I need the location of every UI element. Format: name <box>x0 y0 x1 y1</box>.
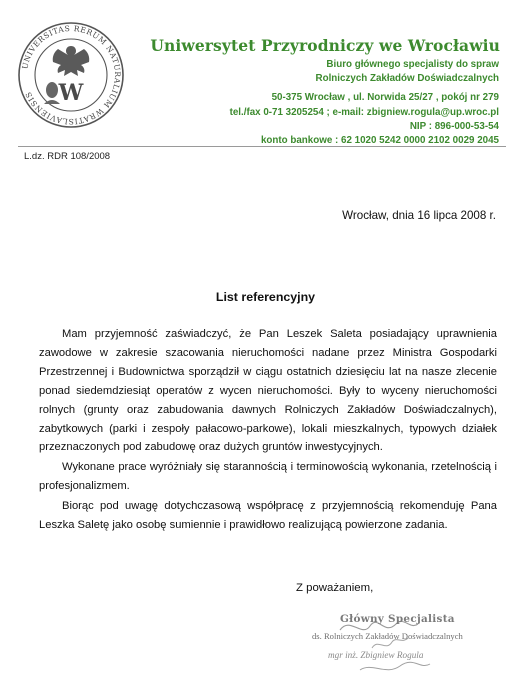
contact-line: tel./fax 0-71 3205254 ; e-mail: zbigniew.rogula@up.wroc.pl <box>229 106 499 118</box>
body-paragraph-1: Mam przyjemność zaświadczyć, że Pan Leszek Saleta posiadający uprawnienia zawodowe w zakresie szacowania nieruchomości nadane przez Ministra Gospodarki Przestrzennej i Budownictwa sporządził w ciągu ostatnich dziesięciu lat na nasze zlecenie ponad siedemdziesiąt operatów z wycen nieruchomości. Były to wyceny nieruchomości rolnych (grunty oraz zabudowania dawnych Rolniczych Zakładów Doświadczalnych), zabytkowych (parki i zespoły pałacowo-parkowe), lokali mieszkalnych, typowych działek przeznaczonych pod zabudowę oraz dużych gruntów inwestycyjnych. <box>39 328 497 454</box>
address-line: 50-375 Wrocław , ul. Norwida 25/27 , pokój nr 279 <box>271 92 499 104</box>
office-department-line: Rolniczych Zakładów Doświadczalnych <box>315 73 499 85</box>
letter-title: List referencyjny <box>215 290 316 304</box>
seal-circular-text: UNIVERSITAS RERUM NATURALIUM WRATISLAVIENSIS <box>20 23 123 127</box>
reference-number: L.dz. RDR 108/2008 <box>24 151 111 162</box>
stamp-department: ds. Rolniczych Zakładów Doświadczalnych <box>312 631 463 641</box>
body-paragraph-3: Biorąc pod uwagę dotychczasową współpracę z przyjemnością rekomenduję Pana Leszka Saletę jako osobę sumiennie i prawidłowo realizującą powierzone zadania. <box>39 500 497 532</box>
eagle-emblem-icon <box>53 46 90 76</box>
letter-body <box>39 325 497 535</box>
letterhead-contact-block <box>230 58 499 148</box>
bank-account-line: konto bankowe : 62 1020 5242 0000 2102 0029 2045 <box>260 134 499 146</box>
body-paragraph-2: Wykonane prace wyróżniały się starannością i terminowością wykonania, rzetelnością i profesjonalizmem. <box>39 461 497 493</box>
university-seal-logo <box>16 20 126 130</box>
letterhead-divider <box>18 146 506 147</box>
stamp-position: Główny Specjalista <box>340 613 455 625</box>
university-name: Uniwersytet Przyrodniczy we Wrocławiu <box>150 36 500 55</box>
seal-monogram-icon: W <box>58 80 84 106</box>
stamp-signatory: mgr inż. Zbigniew Rogula <box>328 650 424 660</box>
nip-line: NIP : 896-000-53-54 <box>409 120 499 132</box>
office-name-line: Biuro głównego specjalisty do spraw <box>326 59 499 70</box>
place-and-date: Wrocław, dnia 16 lipca 2008 r. <box>342 209 496 222</box>
closing-phrase: Z poważaniem, <box>296 582 374 594</box>
